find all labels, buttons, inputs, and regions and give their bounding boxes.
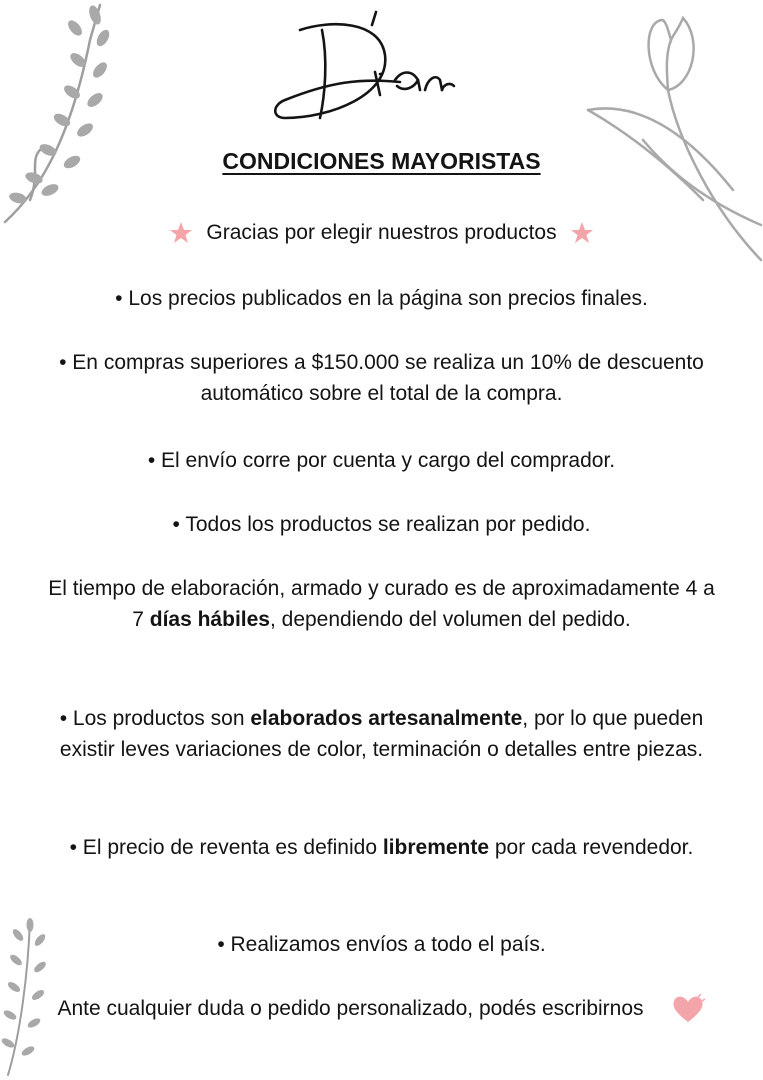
star-icon: [569, 220, 595, 246]
heart-icon: [670, 993, 706, 1025]
condition-handmade: • Los productos son elaborados artesanalmente, por lo que pueden existir leves variaciones de color, terminación o detalles entre piezas.: [59, 707, 704, 761]
condition-shipping-cost: • El envío corre por cuenta y cargo del comprador.: [147, 449, 616, 472]
thanks-line: [0, 220, 763, 246]
thanks-text: Gracias por elegir nuestros productos: [206, 221, 557, 244]
condition-on-demand: • Todos los productos se realizan por pedido.: [172, 513, 591, 536]
page-title: CONDICIONES MAYORISTAS: [222, 148, 541, 174]
brand-logo: [0, 0, 763, 140]
condition-lead-time: El tiempo de elaboración, armado y curado es de aproximadamente 4 a 7 días hábiles, dependiendo del volumen del pedido.: [48, 577, 715, 631]
contact-note: Ante cualquier duda o pedido personalizado, podés escribirnos: [40, 993, 723, 1025]
condition-resale: • El precio de reventa es definido libremente por cada revendedor.: [69, 836, 694, 859]
condition-nationwide: • Realizamos envíos a todo el país.: [217, 933, 546, 956]
condition-discount: • En compras superiores a $150.000 se realiza un 10% de descuento automático sobre el total de la compra.: [59, 351, 704, 405]
condition-prices: • Los precios publicados en la página son precios finales.: [115, 287, 648, 310]
star-icon: [168, 220, 194, 246]
